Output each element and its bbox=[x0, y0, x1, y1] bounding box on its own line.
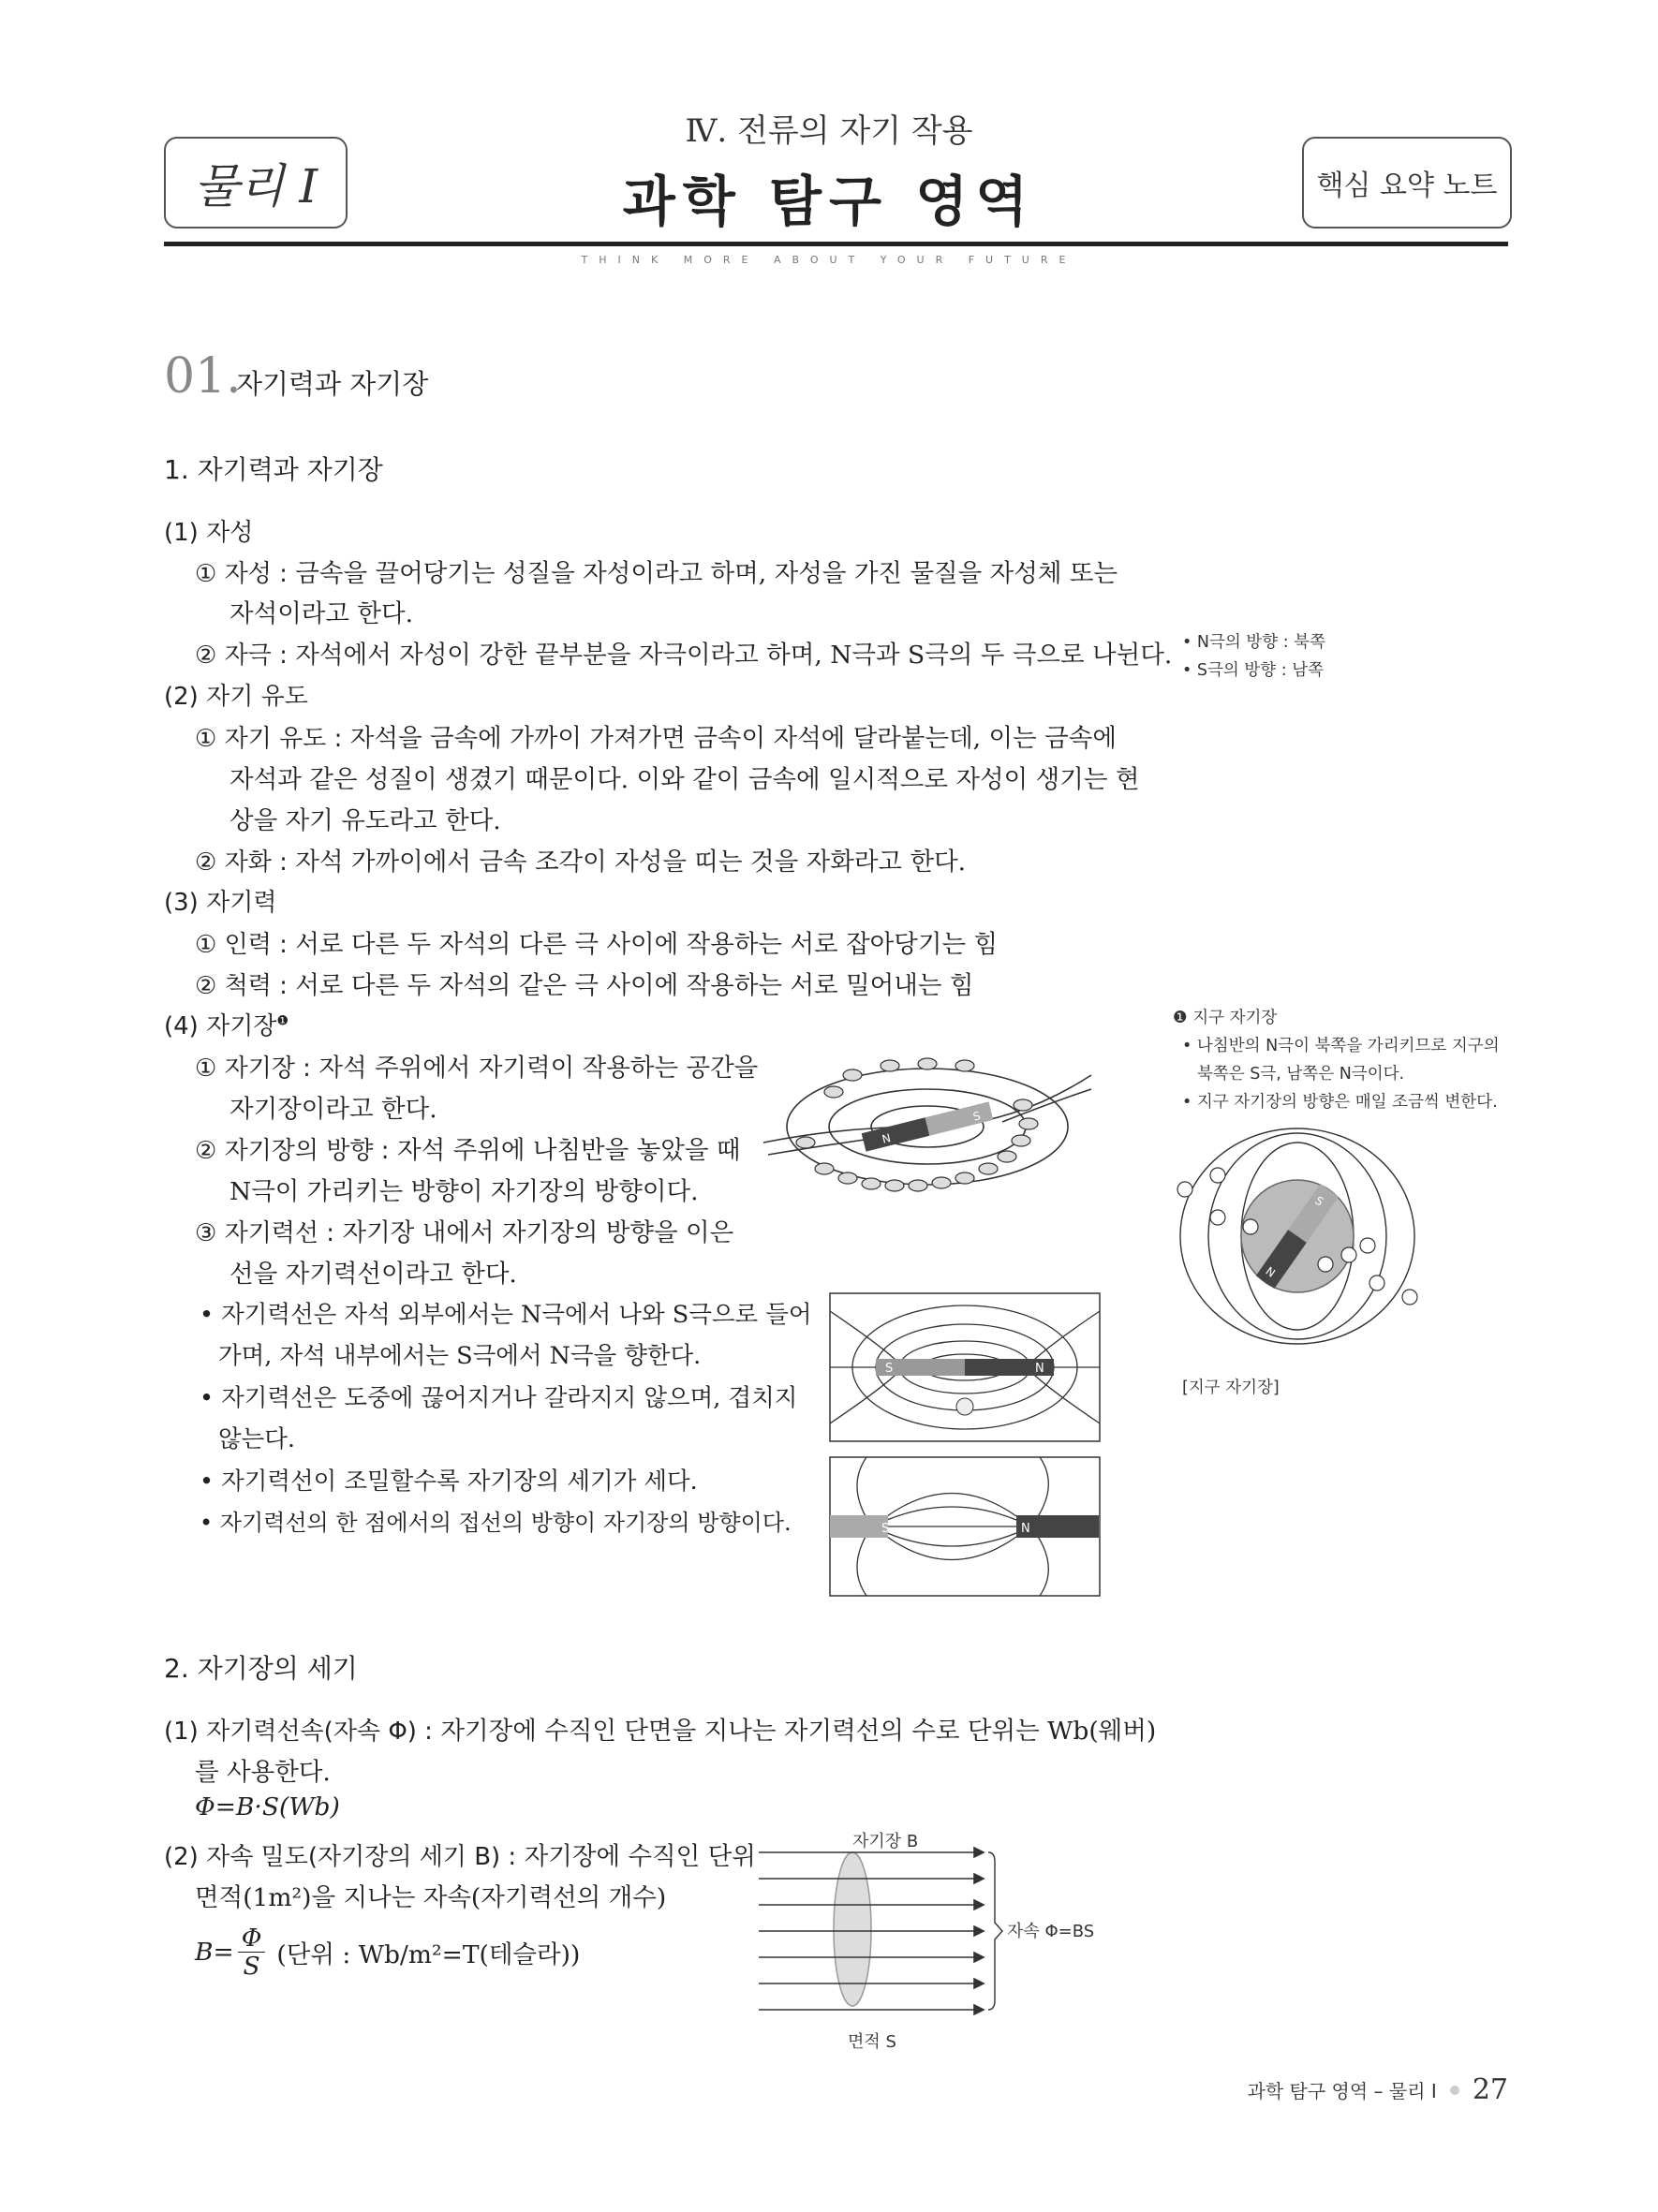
sub4-label bbox=[164, 1007, 289, 1041]
sub4-item3-line2: 선을 자기력선이라고 한다. bbox=[229, 1260, 517, 1289]
p2-sub1-text: 자기장에 수직인 단면을 지나는 자기력선의 수로 단위는 Wb(웨버) bbox=[440, 1717, 1157, 1746]
sub4-item2-text: 자석 주위에 나침반을 놓았을 때 bbox=[397, 1136, 741, 1165]
formula-fraction bbox=[238, 1924, 266, 1980]
field-fig1-n-label: N bbox=[1035, 1362, 1044, 1376]
magnet-n-label: N bbox=[881, 1131, 893, 1146]
sub2-item1-line2: 자석과 같은 성질이 생겼기 때문이다. 이와 같이 금속에 일시적으로 자성이 생기는 현 bbox=[229, 765, 1140, 794]
sub1-item1-line1 bbox=[195, 553, 1118, 589]
page-footer bbox=[1248, 2073, 1508, 2106]
sub3-item2-text: 서로 다른 두 자석의 같은 극 사이에 작용하는 서로 밀어내는 힘 bbox=[295, 971, 974, 1000]
section-number: 01. bbox=[164, 348, 242, 405]
field-fig2-n-label: N bbox=[1021, 1522, 1030, 1536]
p2-sub2-text: 자기장에 수직인 단위 bbox=[524, 1842, 756, 1871]
sub1-item2-line1 bbox=[195, 634, 1172, 671]
sub2-item2-label: ② 자화 : bbox=[195, 848, 288, 877]
p2-sub2-formula bbox=[195, 1924, 580, 1980]
area-s-label: 면적 S bbox=[848, 2032, 896, 2052]
sidebar-note2-line1: • 나침반의 N극이 북쪽을 가리키므로 지구의 bbox=[1182, 1037, 1500, 1055]
sub4-item1-line2: 자기장이라고 한다. bbox=[229, 1095, 437, 1124]
bar-magnet-field-lines bbox=[829, 1292, 1101, 1442]
sub1-item1-text: 금속을 끌어당기는 성질을 자성이라고 하며, 자성을 가진 물질을 자성체 또는 bbox=[295, 559, 1118, 588]
footer-text: 과학 탐구 영역 – 물리 I bbox=[1247, 2080, 1437, 2102]
sub4-item2-line1 bbox=[195, 1129, 740, 1166]
sub4-label-text: (4) 자기장 bbox=[164, 1012, 277, 1040]
sub2-item2-text: 자석 가까이에서 금속 조각이 자성을 띠는 것을 자화라고 한다. bbox=[295, 848, 967, 877]
sub1-item1-line2: 자석이라고 한다. bbox=[229, 599, 414, 628]
p2-sub2-line1 bbox=[164, 1836, 756, 1872]
field-fig2-s-label: S bbox=[881, 1522, 890, 1536]
sidebar-note2-line3: • 지구 자기장의 방향은 매일 조금씩 변한다. bbox=[1182, 1093, 1498, 1112]
sub3-item1-label: ① 인력 : bbox=[195, 931, 288, 959]
pole-gap-field-lines bbox=[829, 1456, 1101, 1597]
footer-dot-icon bbox=[1450, 2086, 1459, 2095]
sidebar-note2-title: ❶ 지구 자기장 bbox=[1173, 1009, 1278, 1027]
sub3-item2-line1 bbox=[195, 965, 974, 1001]
p2-sub2-label: (2) 자속 밀도(자기장의 세기 B) : bbox=[164, 1843, 517, 1871]
sub1-label: (1) 자성 bbox=[164, 519, 254, 547]
field-fig1-s-label: S bbox=[885, 1362, 894, 1376]
formula-lhs: B= bbox=[195, 1938, 234, 1968]
sub4-item3-label: ③ 자기력선 : bbox=[195, 1219, 335, 1247]
note-label: 핵심 요약 노트 bbox=[1316, 170, 1498, 202]
sub2-item2-line1 bbox=[195, 841, 966, 877]
sub4-item1-text: 자석 주위에서 자기력이 작용하는 공간을 bbox=[318, 1054, 759, 1083]
sub3-item1-text: 서로 다른 두 자석의 다른 극 사이에 작용하는 서로 잡아당기는 힘 bbox=[295, 930, 999, 959]
sub4-item1-label: ① 자기장 : bbox=[195, 1054, 311, 1083]
page-number: 27 bbox=[1472, 2073, 1508, 2106]
subject-box bbox=[164, 137, 348, 229]
sub2-item1-line1 bbox=[195, 717, 1117, 754]
formula-unit: (단위 : Wb/m²=T(테슬라)) bbox=[276, 1940, 581, 1970]
p2-sub1-formula: Φ=B·S(Wb) bbox=[195, 1792, 340, 1821]
unit-title: Ⅳ. 전류의 자기 작용 bbox=[685, 112, 973, 150]
section-title: 자기력과 자기장 bbox=[236, 368, 429, 400]
footnote-marker: ❶ bbox=[276, 1013, 289, 1029]
field-b-label: 자기장 B bbox=[852, 1832, 919, 1851]
sub3-item2-label: ② 척력 : bbox=[195, 972, 288, 1000]
bullet-1-line2: 가며, 자석 내부에서는 S극에서 N극을 향한다. bbox=[218, 1342, 702, 1370]
sub1-item1-label: ① 자성 : bbox=[195, 560, 288, 588]
sub3-label: (3) 자기력 bbox=[164, 889, 277, 917]
earth-n-label: N bbox=[1263, 1264, 1278, 1280]
sub2-label: (2) 자기 유도 bbox=[164, 683, 308, 711]
flux-brace bbox=[988, 1852, 1002, 2010]
bullet-4-line1: • 자기력선의 한 점에서의 접선의 방향이 자기장의 방향이다. bbox=[200, 1510, 792, 1536]
sub2-item1-text: 자석을 금속에 가까이 가져가면 금속이 자석에 달라붙는데, 이는 금속에 bbox=[349, 724, 1117, 753]
part2-heading: 2. 자기장의 세기 bbox=[164, 1653, 358, 1684]
sidebar-note2-line2: 북쪽은 S극, 남쪽은 N극이다. bbox=[1197, 1065, 1405, 1084]
sub4-item3-line1 bbox=[195, 1212, 733, 1248]
p2-sub1-line1 bbox=[164, 1710, 1156, 1747]
flux-label: 자속 Φ=BS bbox=[1007, 1922, 1095, 1941]
p2-sub1-label: (1) 자기력선속(자속 Φ) : bbox=[164, 1718, 433, 1746]
sub4-item3-text: 자기장 내에서 자기장의 방향을 이은 bbox=[342, 1218, 734, 1247]
sub1-item2-text: 자석에서 자성이 강한 끝부분을 자극이라고 하며, N극과 S극의 두 극으로 나뉜다. bbox=[295, 641, 1173, 670]
bullet-1-line1: • 자기력선은 자석 외부에서는 N극에서 나와 S극으로 들어 bbox=[200, 1301, 812, 1329]
magnet-s-label: S bbox=[971, 1109, 983, 1124]
sub2-item1-line3: 상을 자기 유도라고 한다. bbox=[229, 806, 501, 835]
field-arrows bbox=[759, 1848, 984, 2014]
sub4-item1-line1 bbox=[195, 1047, 758, 1084]
tagline: THINK MORE ABOUT YOUR FUTURE bbox=[581, 254, 1077, 266]
page-title: 과학 탐구 영역 bbox=[622, 170, 1036, 233]
bullet-2-line2: 않는다. bbox=[218, 1425, 296, 1453]
note-label-box bbox=[1302, 137, 1512, 229]
header-divider bbox=[164, 242, 1508, 246]
bullet-2-line1: • 자기력선은 도중에 끊어지거나 갈라지지 않으며, 겹치지 bbox=[200, 1384, 798, 1412]
compass-icon bbox=[956, 1398, 973, 1415]
p2-sub1-line2: 를 사용한다. bbox=[195, 1758, 331, 1787]
p2-sub2-line2: 면적(1m²)을 지나는 자속(자기력선의 개수) bbox=[195, 1883, 667, 1912]
formula-numerator: Φ bbox=[238, 1924, 266, 1953]
sub3-item1-line1 bbox=[195, 923, 998, 960]
sidebar-note1-line1: • N극의 방향 : 북쪽 bbox=[1182, 633, 1325, 652]
formula-denominator: S bbox=[243, 1952, 260, 1982]
magnet-compass-figure bbox=[759, 1038, 1096, 1206]
sidebar-note1-line2: • S극의 방향 : 남쪽 bbox=[1182, 661, 1325, 680]
sub2-item1-label: ① 자기 유도 : bbox=[195, 725, 343, 753]
earth-magnetic-field-figure bbox=[1166, 1124, 1429, 1349]
sub4-item2-label: ② 자기장의 방향 : bbox=[195, 1137, 390, 1165]
part1-heading: 1. 자기력과 자기장 bbox=[164, 454, 383, 485]
bullet-3-line1: • 자기력선이 조밀할수록 자기장의 세기가 세다. bbox=[200, 1467, 698, 1496]
left-s-pole bbox=[830, 1515, 888, 1538]
flux-area-figure bbox=[749, 1824, 1115, 2026]
sub4-item2-line2: N극이 가리키는 방향이 자기장의 방향이다. bbox=[229, 1177, 699, 1206]
sub1-item2-label: ② 자극 : bbox=[195, 641, 288, 670]
earth-figure-caption: [지구 자기장] bbox=[1182, 1379, 1280, 1397]
earth-s-label: S bbox=[1312, 1193, 1326, 1209]
subject-label: 물리 I bbox=[193, 159, 318, 214]
